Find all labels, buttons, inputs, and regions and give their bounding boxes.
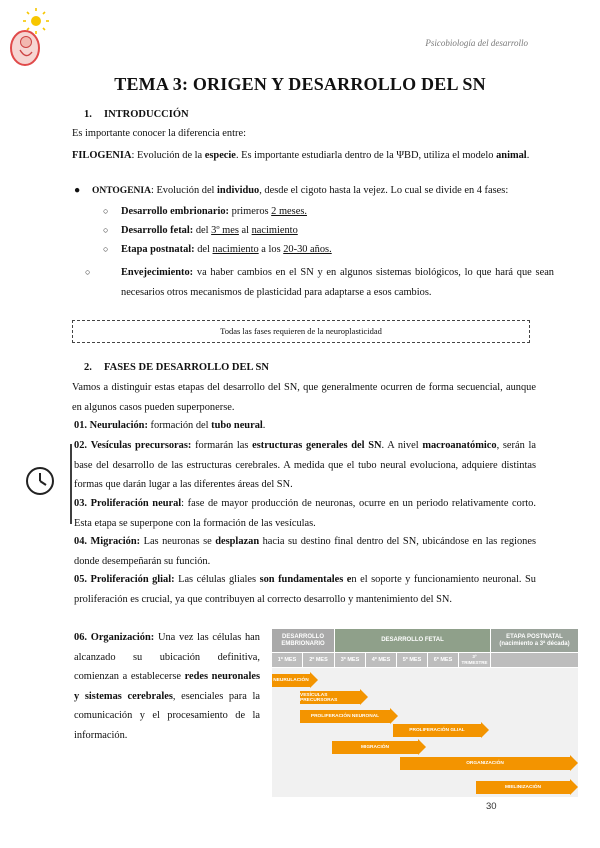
circle-bullet-icon: ○ — [103, 206, 109, 216]
list-item: 04. Migración: Las neuronas se desplazan hacia su destino final dentro del SN, ubicándose en las regiones donde desempeñarán su función. — [74, 536, 536, 567]
neuroplasticity-note: Todas las fases requieren de la neuroplasticidad — [72, 320, 530, 343]
timeline-header-embryo: DESARROLLO EMBRIONARIO — [272, 629, 334, 652]
phase-item: ○ Etapa postnatal: del nacimiento a los 20-30 años. — [103, 244, 332, 255]
filogenia-paragraph: FILOGENIA: Evolución de la especie. Es importante estudiarla dentro de la ΨBD, utiliza el modelo animal. — [72, 150, 530, 161]
section1-title: INTRODUCCIÓN — [104, 109, 189, 120]
timeline-bar: PROLIFERACIÓN NEURONAL — [300, 710, 390, 723]
timeline-bar: PROLIFERACIÓN GLIAL — [393, 724, 481, 737]
list-item: 05. Proliferación glial: Las células gliales son fundamentales en el soporte y funcionamiento neuronal. Su proliferación es crucial, ya que contribuyen al correcto desarrollo y mantenimiento del SN. — [74, 574, 536, 605]
list-item: 03. Proliferación neural: fase de mayor producción de neuronas, ocurre en un periodo relativamente corto. Esta etapa se superpone con la formación de las vesículas. — [74, 498, 536, 529]
phase-item: ○ Envejecimiento: va haber cambios en el SN y en algunos sistemas biológicos, lo que hará que sean necesarios otros mecanismos de plasticidad para adaptarse a esos cambios. — [103, 263, 554, 302]
timeline-month: 1º MES — [272, 653, 302, 667]
section2-intro: Vamos a distinguir estas etapas del desarrollo del SN, que generalmente ocurren de forma secuencial, aunque en algunos casos pueden superponerse. — [72, 382, 536, 413]
bullet-dot-icon: ● — [74, 185, 81, 196]
section2-title: FASES DE DESARROLLO DEL SN — [104, 362, 269, 373]
list-item: 01. Neurulación: formación del tubo neural. — [74, 420, 266, 431]
circle-bullet-icon: ○ — [103, 225, 109, 235]
timeline-bar: NEURULACIÓN — [272, 674, 310, 687]
filogenia-label: FILOGENIA — [72, 150, 132, 161]
timeline-header-postnatal: ETAPA POSTNATAL (nacimiento a 3ª década) — [491, 629, 578, 652]
ontogenia-bullet: ● ONTOGENIA: Evolución del individuo, desde el cigoto hasta la vejez. Lo cual se divide en 4 fases: — [74, 185, 509, 196]
phase-item: ○ Desarrollo fetal: del 3º mes al nacimiento — [103, 225, 298, 236]
timeline-month: 5º MES — [397, 653, 427, 667]
phase-item: ○ Desarrollo embrionario: primeros 2 meses. — [103, 206, 307, 217]
timeline-bar: MIGRACIÓN — [332, 741, 418, 754]
list-item: 06. Organización: Una vez las células han alcanzado su ubicación definitiva, comienzan a establecerse redes neuronales y sistemas cerebrales, esenciales para la comunicación y el procesamiento de la información. — [74, 632, 260, 741]
section2-heading — [84, 362, 269, 373]
timeline-month: 4º MES — [366, 653, 396, 667]
timeline-bar: ORGANIZACIÓN — [400, 757, 570, 770]
margin-bar — [70, 444, 72, 524]
circle-bullet-icon: ○ — [103, 244, 109, 254]
timeline-month: 3º TRIMESTRE — [459, 653, 490, 667]
section2-number: 2. — [84, 362, 92, 373]
timeline-header-fetal: DESARROLLO FETAL — [335, 629, 490, 652]
section1-heading — [84, 109, 189, 120]
timeline-month: 6º MES — [428, 653, 458, 667]
page-title: TEMA 3: ORIGEN Y DESARROLLO DEL SN — [114, 74, 486, 94]
section1-number: 1. — [84, 109, 92, 120]
list-item: 02. Vesículas precursoras: formarán las estructuras generales del SN. A nivel macroanatómico, serán la base del desarrollo de las estructuras cerebrales. A medida que el tubo neural evoluciona, adquiere distintas formas que darán lugar a las diferentes áreas del SN. — [74, 440, 537, 490]
running-header: Psicobiología del desarrollo — [425, 38, 528, 48]
circle-bullet-icon: ○ — [85, 267, 91, 277]
timeline-month: 3º MES — [335, 653, 365, 667]
timeline-month-blank — [491, 653, 578, 667]
development-timeline — [272, 629, 578, 797]
timeline-month: 2º MES — [303, 653, 334, 667]
ontogenia-label: ONTOGENIA — [92, 186, 151, 196]
section1-intro: Es importante conocer la diferencia entre: — [72, 128, 246, 139]
timeline-bar: MIELINIZACIÓN — [476, 781, 570, 794]
clock-icon — [25, 466, 55, 496]
timeline-bar: VESÍCULAS PRECURSORAS — [300, 691, 360, 704]
fetus-logo-icon — [6, 8, 54, 70]
page-number: 30 — [486, 801, 497, 812]
